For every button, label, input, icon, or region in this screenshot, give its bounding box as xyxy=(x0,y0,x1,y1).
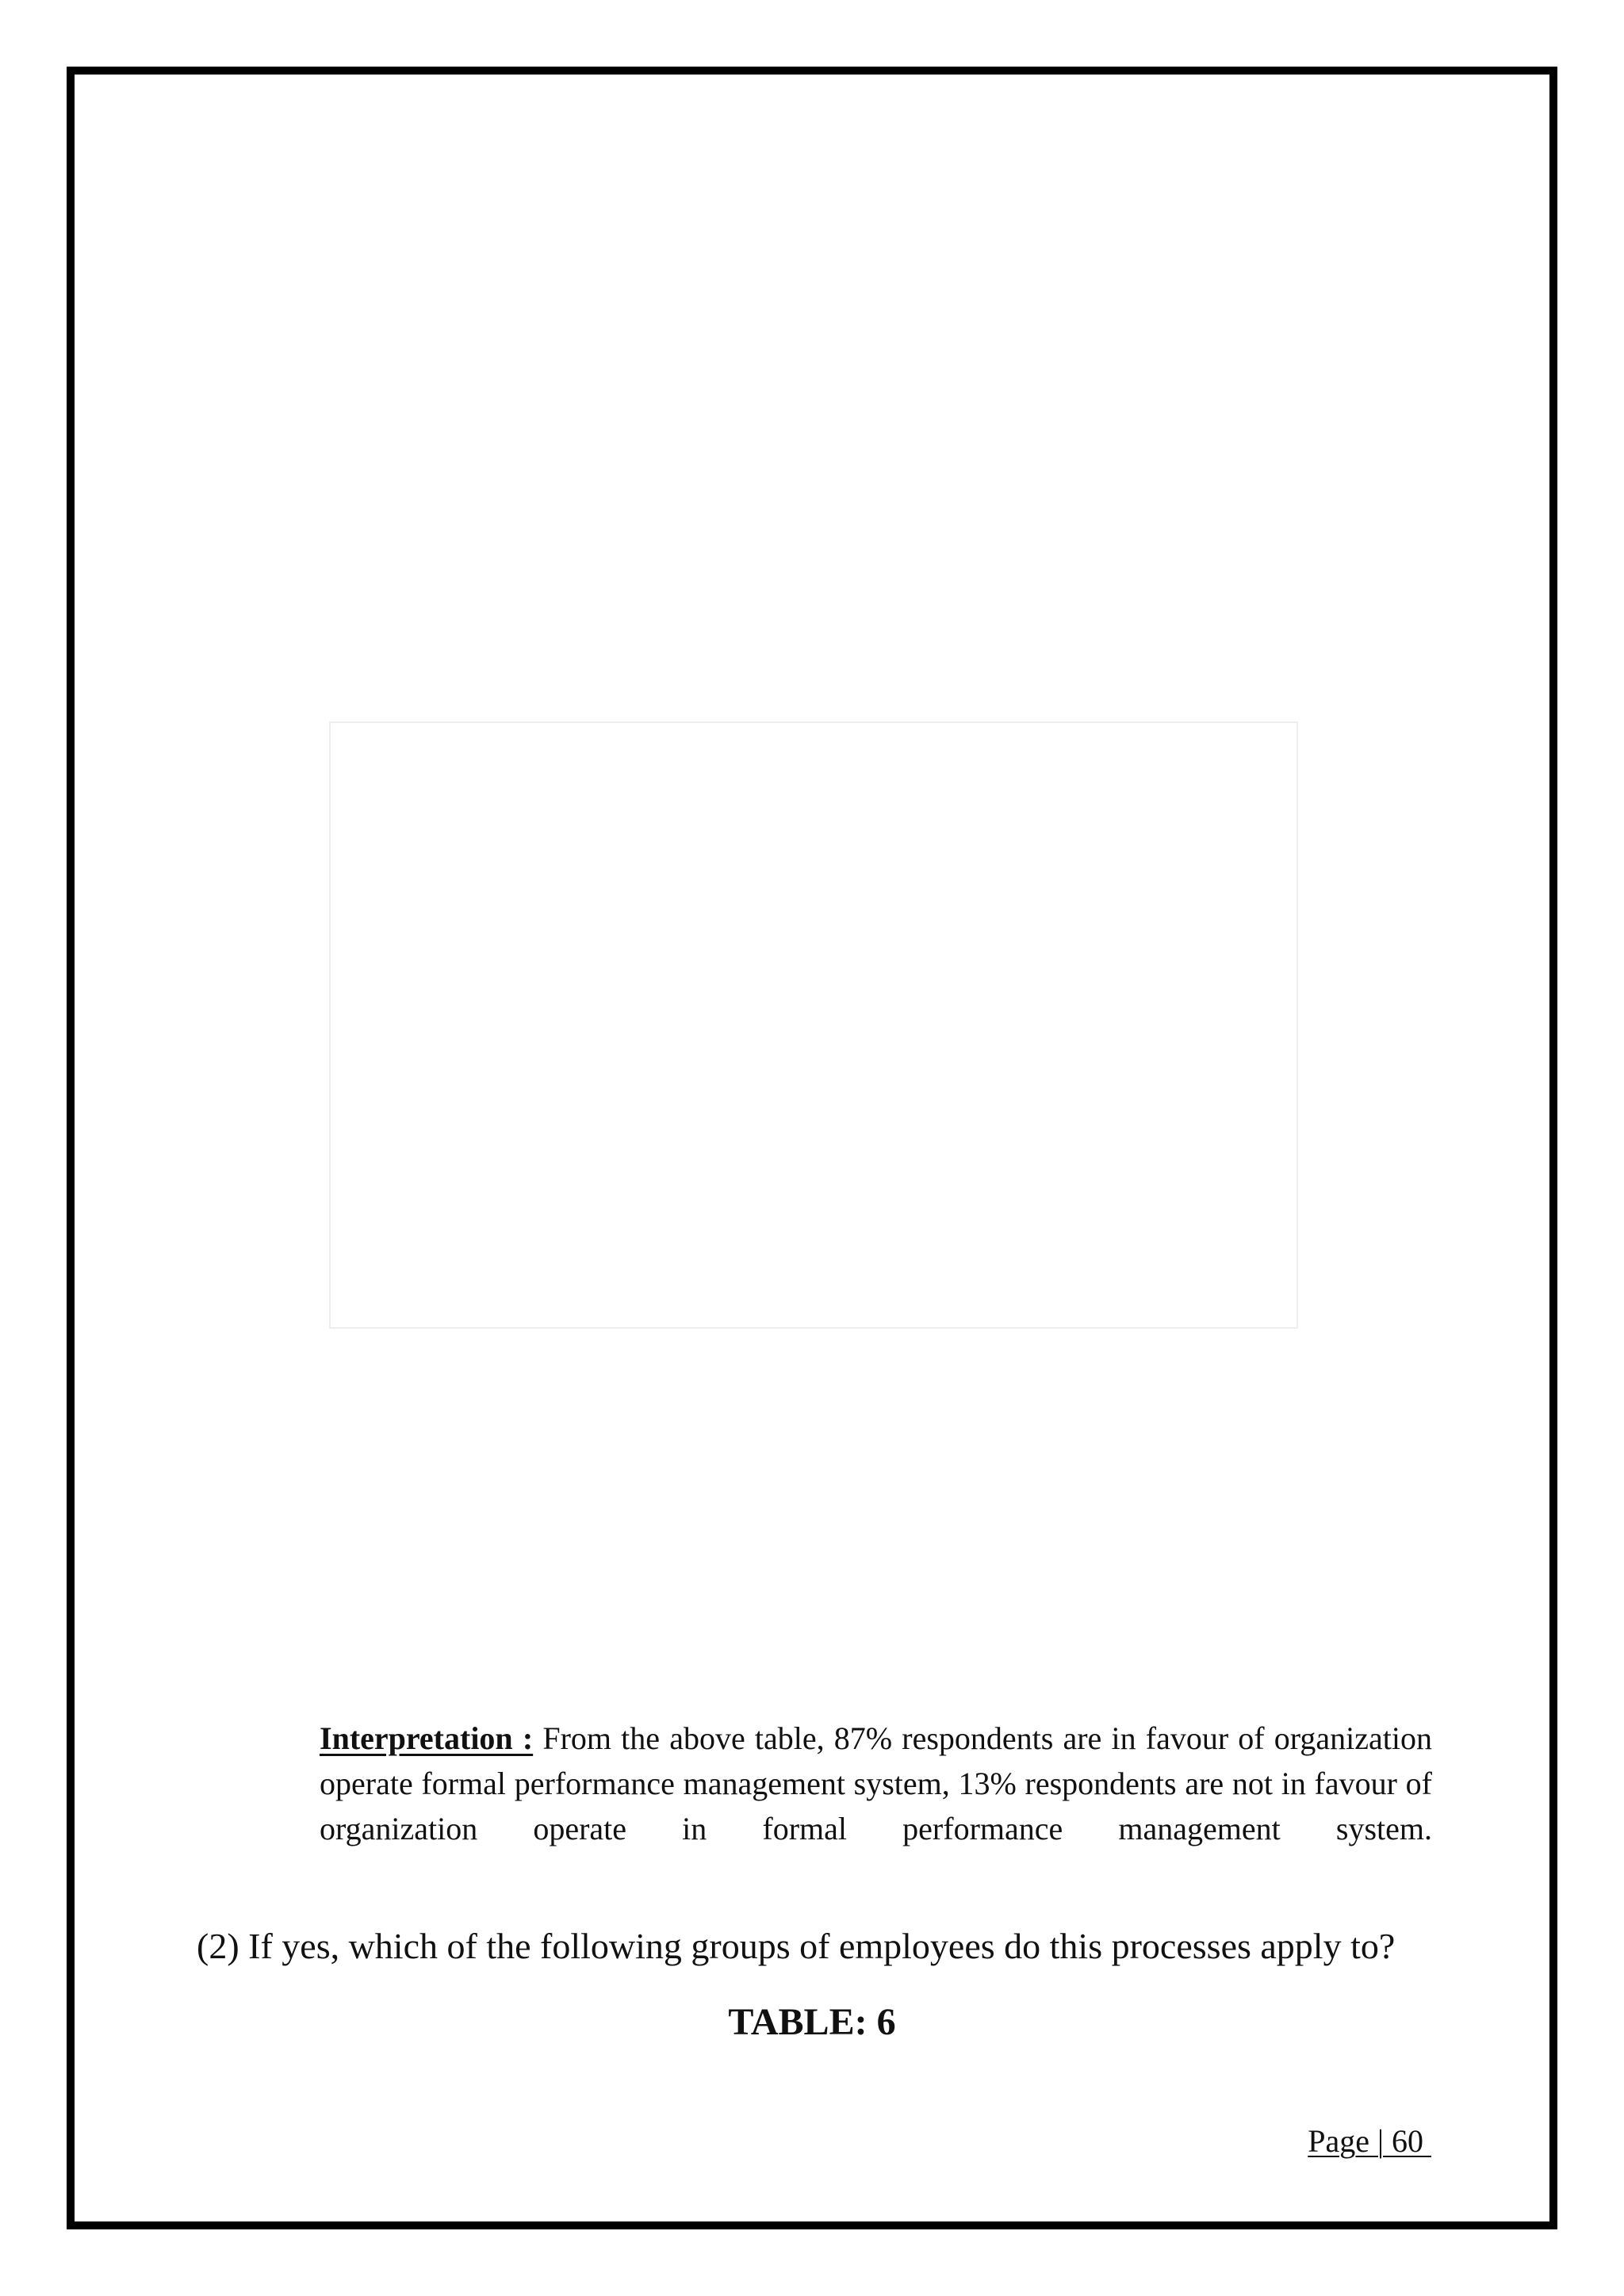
blank-figure-area xyxy=(329,721,1298,1329)
page-number: Page | 60 xyxy=(1308,2123,1431,2159)
interpretation-paragraph xyxy=(320,1716,1432,1851)
survey-question: (2) If yes, which of the following groups of employees do this processes apply to? xyxy=(197,1926,1396,1966)
interpretation-text: From the above table, 87% respondents are in favour of organization operate formal performance management system, 13% respondents are not in favour of organization operate in formal performance management system. xyxy=(320,1720,1432,1846)
interpretation-label: Interpretation : xyxy=(320,1720,534,1756)
table-title: TABLE: 6 xyxy=(728,2001,896,2043)
